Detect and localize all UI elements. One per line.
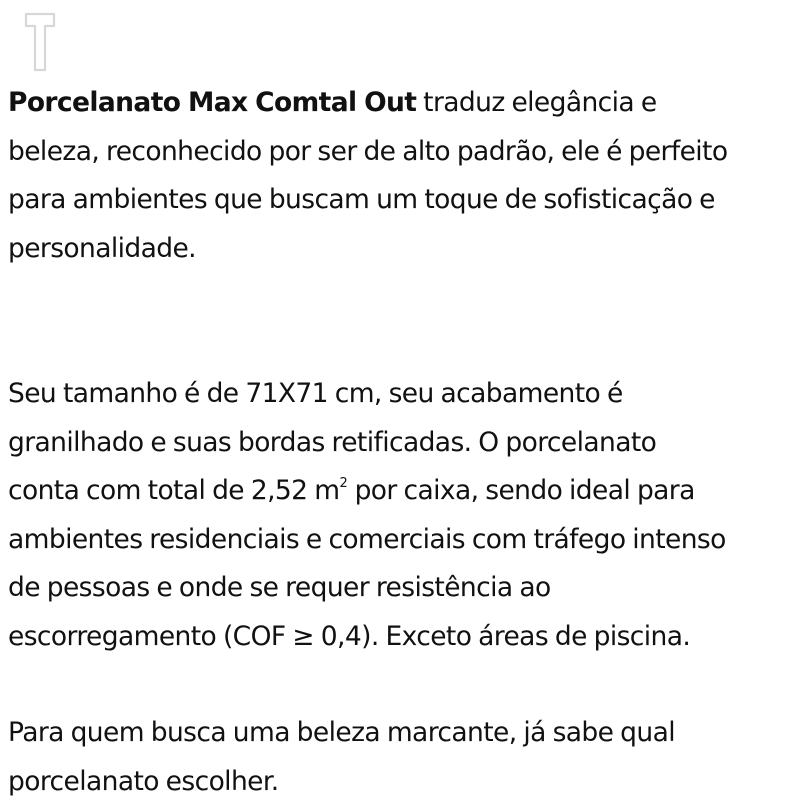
letter-t-outline-logo-icon [24, 12, 56, 72]
text-fragment: por caixa, sendo ideal para [347, 475, 695, 506]
text-line: de pessoas e onde se requer resistência ao [8, 572, 551, 603]
text-line: granilhado e suas bordas retificadas. O porcelanato [8, 426, 657, 458]
text-line: personalidade. [8, 232, 197, 264]
text-line: porcelanato escolher. [8, 765, 279, 797]
text-line: escorregamento (COF ≥ 0,4). Exceto áreas de piscina. [8, 620, 691, 652]
description-paragraph-closing [8, 709, 798, 806]
product-name: Porcelanato Max Comtal Out [8, 87, 417, 118]
text-line: Seu tamanho é de 71X71 cm, seu acabamento é [8, 378, 623, 409]
text-line: Para quem busca uma beleza marcante, já sabe qual [8, 717, 675, 748]
description-paragraph-intro [8, 79, 798, 273]
text-line: beleza, reconhecido por ser de alto padrão, ele é perfeito [8, 135, 728, 167]
text-line [8, 87, 657, 118]
text-fragment: traduz elegância e [416, 87, 657, 118]
description-paragraph-specs [8, 370, 798, 661]
product-description [8, 79, 798, 806]
text-line: ambientes residenciais e comerciais com tráfego intenso [8, 523, 726, 555]
text-line: para ambientes que buscam um toque de sofisticação e [8, 184, 715, 215]
text-fragment: conta com total de 2,52 m [8, 475, 340, 506]
text-line [8, 475, 695, 506]
brand-logo [24, 12, 56, 72]
superscript-exponent: 2 [339, 476, 348, 491]
